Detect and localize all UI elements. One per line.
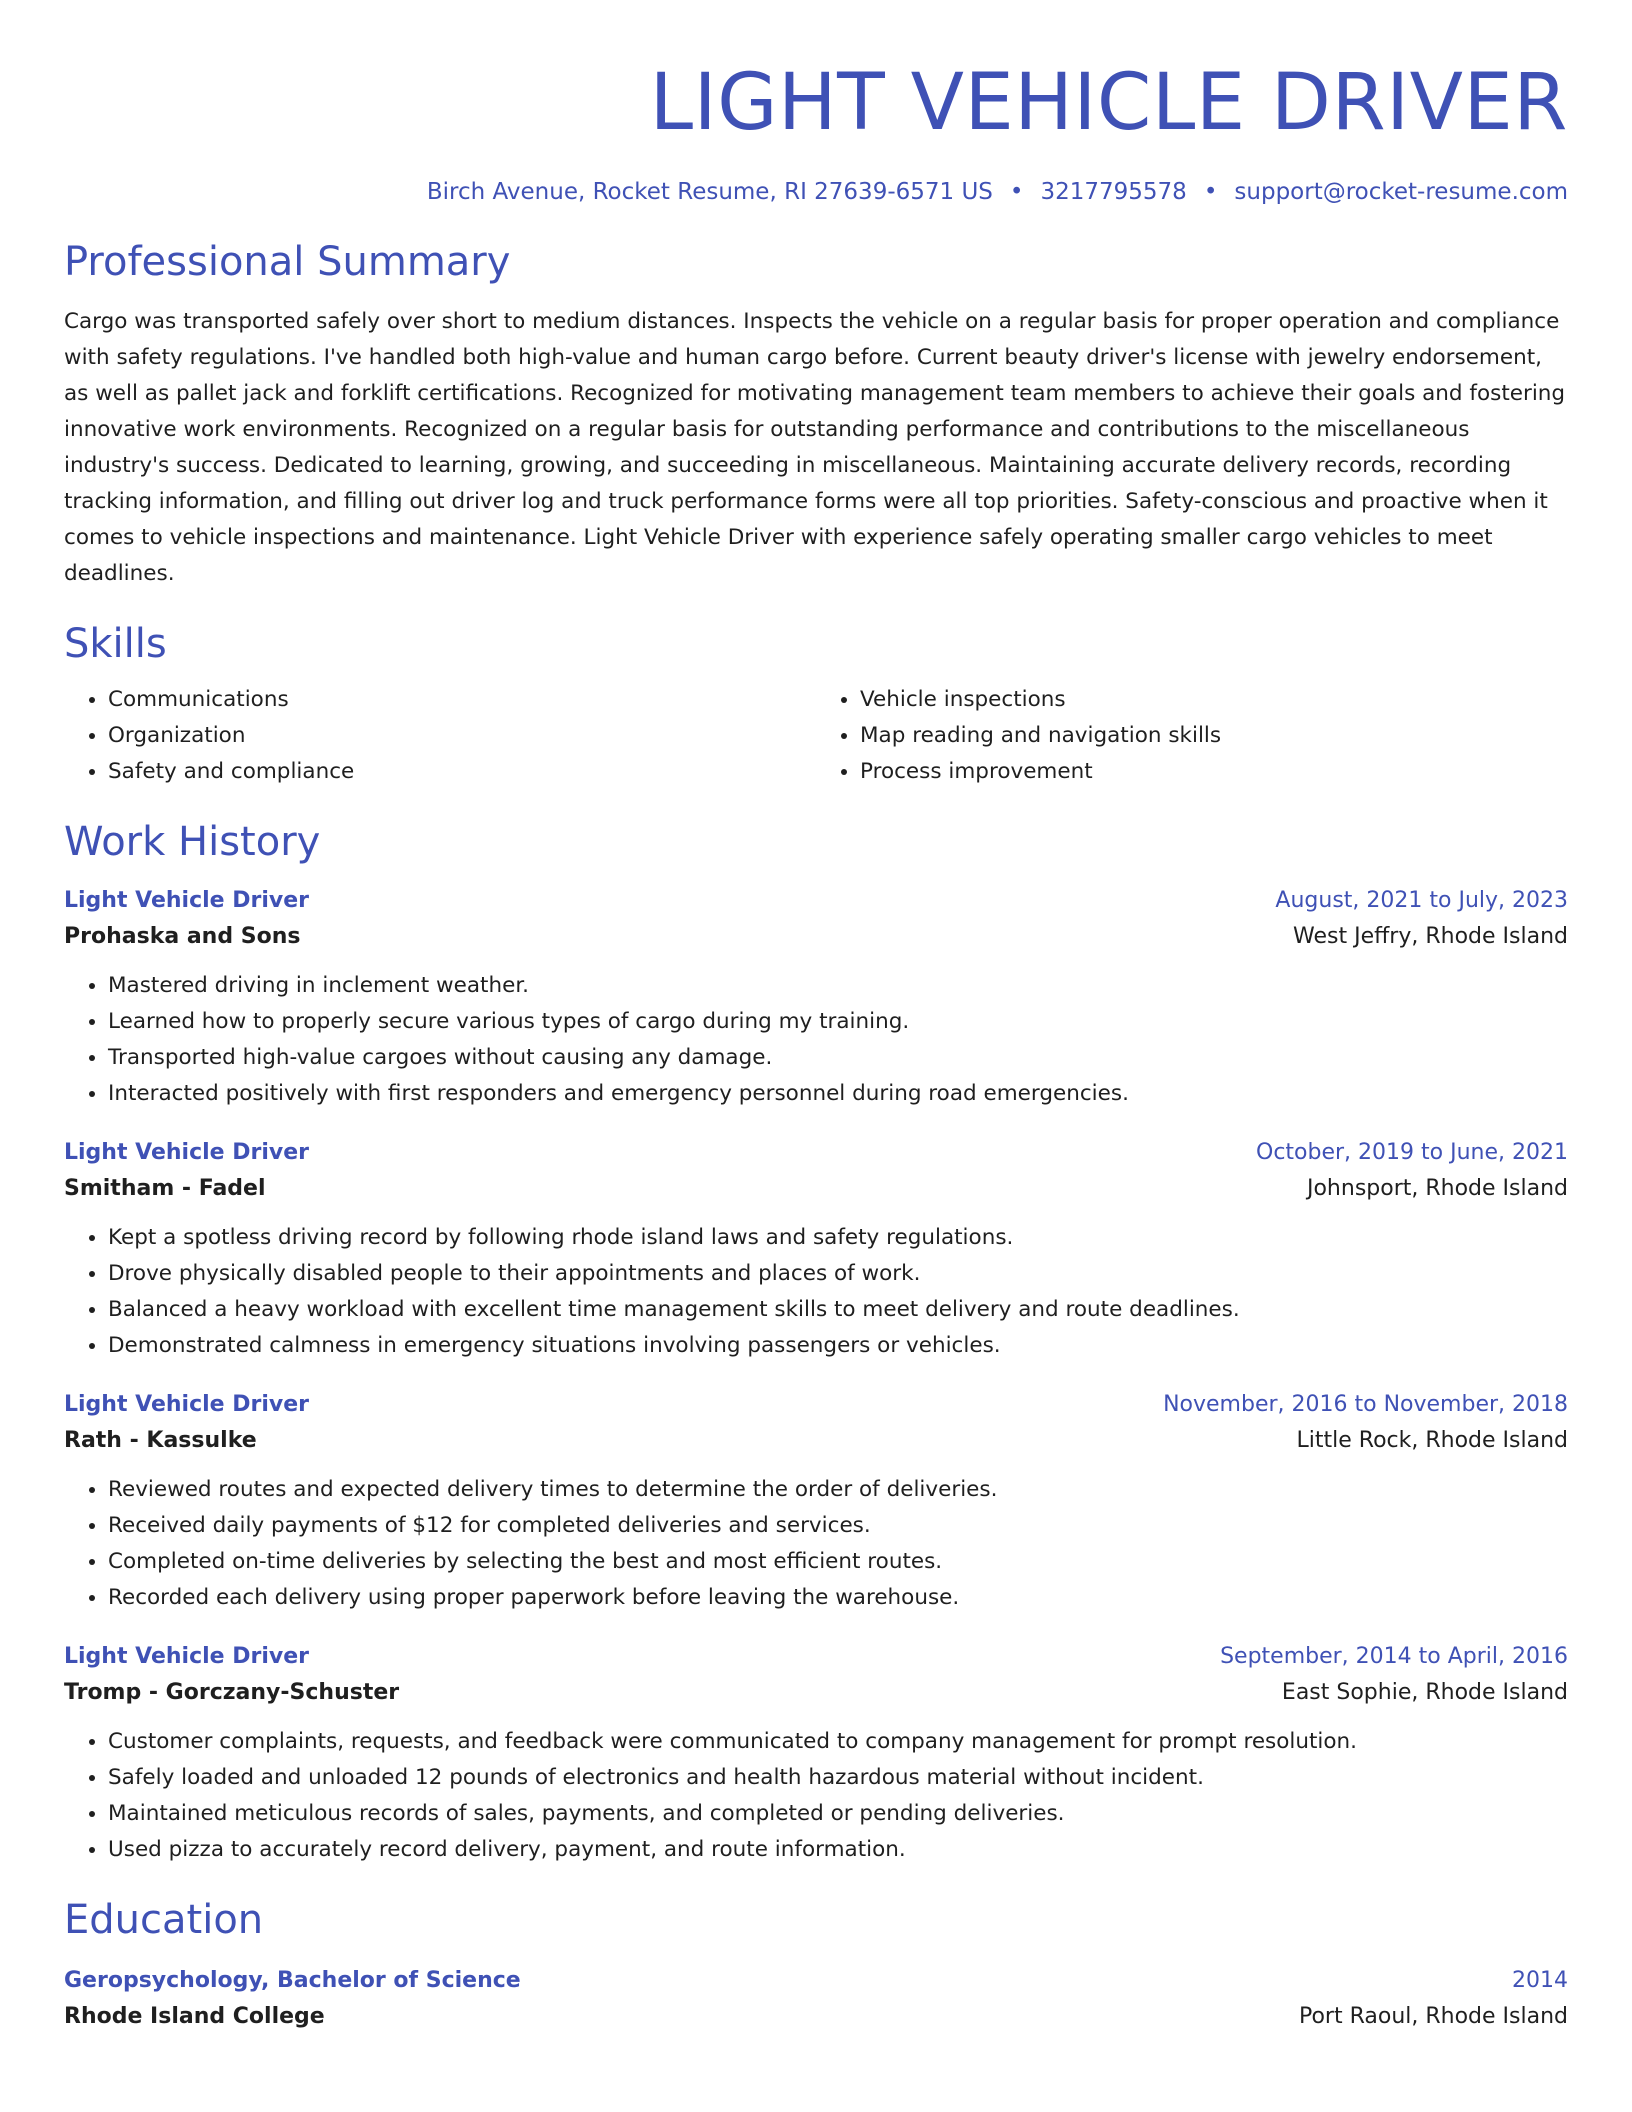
job-company: Rath - Kassulke [64, 1428, 257, 1453]
job-entry [64, 1640, 1568, 1868]
job-bullet: • Demonstrated calmness in emergency situations involving passengers or vehicles. [108, 1328, 1568, 1364]
skill-item: • Communications [108, 682, 816, 718]
job-entry [64, 884, 1568, 1112]
job-role: Light Vehicle Driver [64, 1140, 310, 1165]
job-header [64, 1136, 1568, 1170]
education-header [64, 1964, 1568, 1998]
job-header [64, 884, 1568, 918]
job-role: Light Vehicle Driver [64, 888, 310, 913]
job-bullet: • Interacted positively with first responders and emergency personnel during road emergencies. [108, 1076, 1568, 1112]
work-history-heading: Work History [64, 819, 321, 865]
contact-email: support@rocket-resume.com [1234, 179, 1568, 205]
skills-heading: Skills [64, 621, 167, 667]
job-dates: November, 2016 to November, 2018 [1163, 1392, 1568, 1417]
job-subheader [64, 1170, 1568, 1208]
job-company: Tromp - Gorczany-Schuster [64, 1680, 400, 1705]
job-bullet: • Transported high-value cargoes without causing any damage. [108, 1040, 1568, 1076]
job-location: Johnsport, Rhode Island [1306, 1176, 1568, 1201]
skill-item: • Organization [108, 718, 816, 754]
job-bullet: • Learned how to properly secure various types of cargo during my training. [108, 1004, 1568, 1040]
job-dates: August, 2021 to July, 2023 [1275, 888, 1568, 913]
job-header [64, 1388, 1568, 1422]
job-bullets [64, 1220, 1568, 1364]
job-role: Light Vehicle Driver [64, 1644, 310, 1669]
job-bullet: • Drove physically disabled people to their appointments and places of work. [108, 1256, 1568, 1292]
job-location: Little Rock, Rhode Island [1296, 1428, 1568, 1453]
job-company: Prohaska and Sons [64, 924, 301, 949]
contact-line [64, 176, 1568, 208]
contact-separator: • [1203, 179, 1218, 205]
contact-separator: • [1009, 179, 1024, 205]
job-company: Smitham - Fadel [64, 1176, 266, 1201]
job-entry [64, 1388, 1568, 1616]
job-bullet: • Maintained meticulous records of sales, payments, and completed or pending deliveries. [108, 1796, 1568, 1832]
contact-address: Birch Avenue, Rocket Resume, RI 27639-6571 US [426, 179, 993, 205]
job-entry [64, 1136, 1568, 1364]
skill-item: • Vehicle inspections [860, 682, 1568, 718]
summary-text: Cargo was transported safely over short to medium distances. Inspects the vehicle on a regular basis for proper operation and compliance with safety regulations. I've handled both high-value and human cargo before. Current beauty driver's license with jewelry endorsement, as well as pallet jack and forklift certifications. Recognized for motivating management team members to achieve their goals and fostering innovative work environments. Recognized on a regular basis for outstanding performance and contributions to the miscellaneous industry's success. Dedicated to learning, growing, and succeeding in miscellaneous. Maintaining accurate delivery records, recording tracking information, and filling out driver log and truck performance forms were all top priorities. Safety-conscious and proactive when it comes to vehicle inspections and maintenance. Light Vehicle Driver with experience safely operating smaller cargo vehicles to meet deadlines. [64, 309, 1566, 586]
job-bullet: • Kept a spotless driving record by following rhode island laws and safety regulations. [108, 1220, 1568, 1256]
job-bullet: • Received daily payments of $12 for completed deliveries and services. [108, 1508, 1568, 1544]
education-year: 2014 [1512, 1968, 1568, 1993]
job-bullets [64, 968, 1568, 1112]
education-location: Port Raoul, Rhode Island [1298, 2004, 1568, 2029]
education-subheader [64, 1998, 1568, 2036]
job-subheader [64, 1674, 1568, 1712]
job-bullets [64, 1472, 1568, 1616]
skill-item: • Safety and compliance [108, 754, 816, 790]
job-location: East Sophie, Rhode Island [1281, 1680, 1568, 1705]
candidate-name: LIGHT VEHICLE DRIVER [649, 58, 1568, 148]
job-header [64, 1640, 1568, 1674]
skills-list [64, 682, 1568, 790]
job-bullet: • Mastered driving in inclement weather. [108, 968, 1568, 1004]
job-bullet: • Used pizza to accurately record delivery, payment, and route information. [108, 1832, 1568, 1868]
contact-phone: 3217795578 [1040, 179, 1187, 205]
job-location: West Jeffry, Rhode Island [1293, 924, 1568, 949]
skill-item: • Process improvement [860, 754, 1568, 790]
skill-item: • Map reading and navigation skills [860, 718, 1568, 754]
job-bullet: • Balanced a heavy workload with excellent time management skills to meet delivery and route deadlines. [108, 1292, 1568, 1328]
job-bullet: • Recorded each delivery using proper paperwork before leaving the warehouse. [108, 1580, 1568, 1616]
summary-heading: Professional Summary [64, 239, 511, 285]
job-dates: September, 2014 to April, 2016 [1220, 1644, 1568, 1669]
job-bullet: • Customer complaints, requests, and feedback were communicated to company management for prompt resolution. [108, 1724, 1568, 1760]
job-bullet: • Completed on-time deliveries by selecting the best and most efficient routes. [108, 1544, 1568, 1580]
education-heading: Education [64, 1897, 264, 1943]
education-school: Rhode Island College [64, 2004, 325, 2029]
skills-column-left [64, 682, 816, 790]
job-role: Light Vehicle Driver [64, 1392, 310, 1417]
job-subheader [64, 1422, 1568, 1460]
education-degree: Geropsychology, Bachelor of Science [64, 1968, 521, 1993]
skills-column-right [816, 682, 1568, 790]
job-dates: October, 2019 to June, 2021 [1256, 1140, 1568, 1165]
job-subheader [64, 918, 1568, 956]
job-bullet: • Safely loaded and unloaded 12 pounds of electronics and health hazardous material without incident. [108, 1760, 1568, 1796]
job-bullet: • Reviewed routes and expected delivery times to determine the order of deliveries. [108, 1472, 1568, 1508]
job-bullets [64, 1724, 1568, 1868]
